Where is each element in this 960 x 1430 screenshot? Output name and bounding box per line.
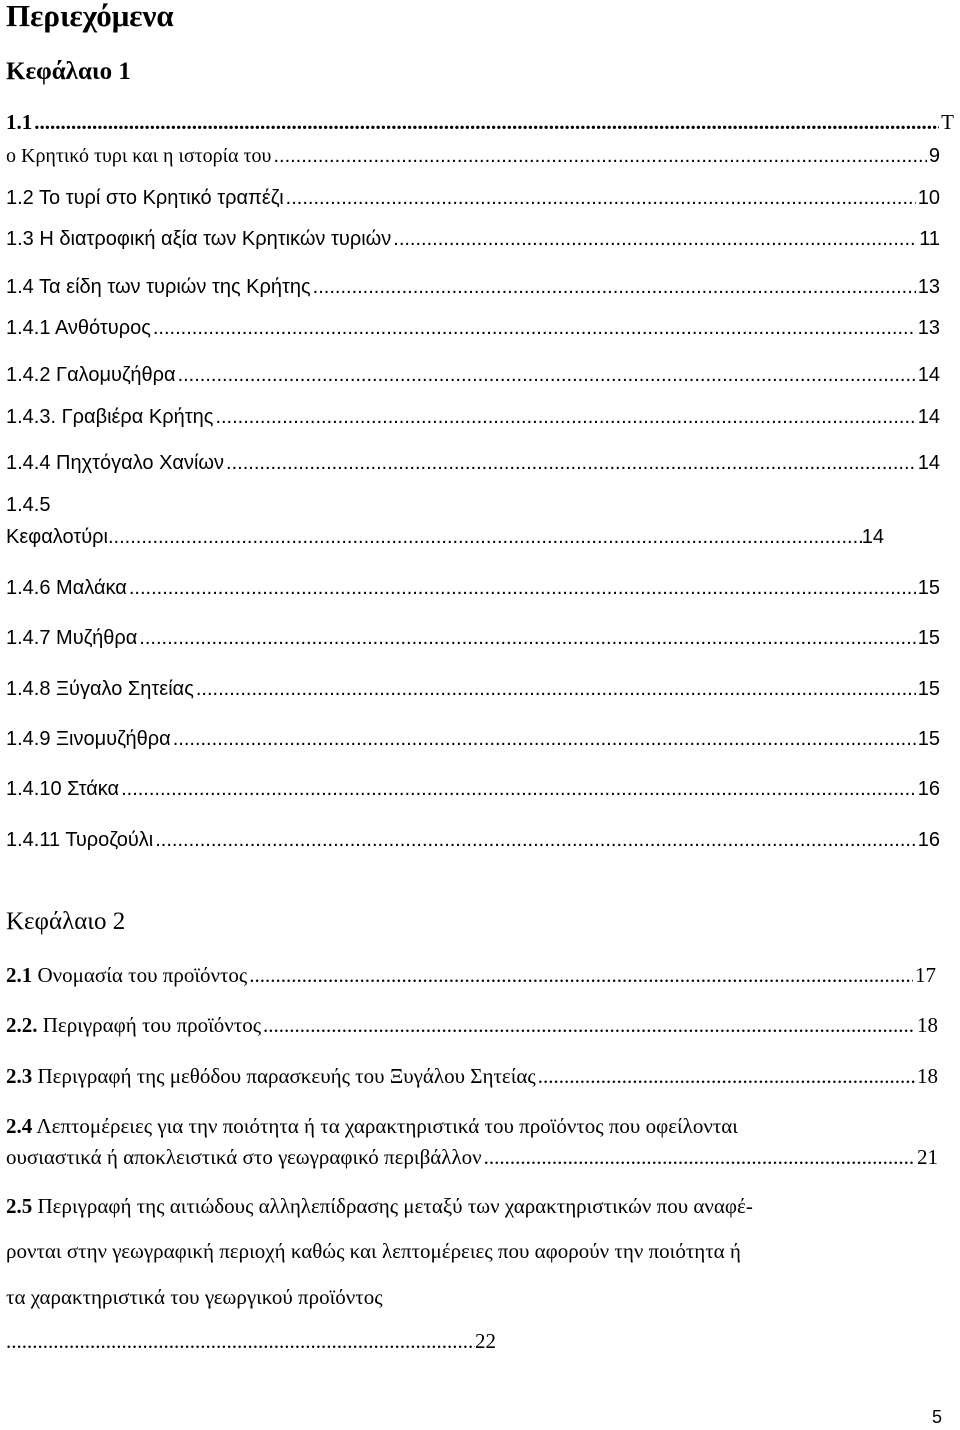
entry-title: Λεπτομέρειες για την ποιότητα ή τα χαρακτηριστικά του προϊόντος που οφείλονται xyxy=(36,1114,738,1138)
leader-dots xyxy=(273,145,926,168)
entry-number: 1.4.10 xyxy=(6,778,62,800)
entry-page: 14 xyxy=(917,364,940,386)
leader-dots xyxy=(538,1064,915,1089)
entry-number: 1.1 xyxy=(6,110,33,134)
entry-number: 1.4.7 xyxy=(6,627,51,649)
entry-title: Η διατροφική αξία των Κρητικών τυριών xyxy=(39,228,392,250)
entry-page: 15 xyxy=(917,577,940,599)
toc-entry-1-3[interactable] xyxy=(6,228,940,251)
toc-entry-2-3[interactable] xyxy=(6,1064,938,1089)
entry-number: 1.4.11 xyxy=(6,829,61,851)
entry-title: Ξινομυζήθρα xyxy=(56,728,171,750)
entry-number: 1.4.3. xyxy=(6,406,57,428)
entry-number: 2.3 xyxy=(6,1064,33,1088)
toc-entry-2-5-page-line[interactable] xyxy=(6,1329,496,1354)
entry-number: 2.5 xyxy=(6,1194,33,1218)
entry-page: 15 xyxy=(917,728,940,750)
entry-title: Στάκα xyxy=(67,778,120,800)
leader-dots xyxy=(263,1013,915,1038)
entry-title: Ανθότυρος xyxy=(54,317,151,339)
toc-entry-1-4-7[interactable] xyxy=(6,627,940,650)
entry-title: Ξύγαλο Σητείας xyxy=(56,678,194,700)
entry-page: 11 xyxy=(919,228,940,250)
entry-number: 1.3 xyxy=(6,228,34,250)
entry-number: 1.2 xyxy=(6,187,34,209)
leader-dots xyxy=(286,187,916,210)
entry-title: Το τυρί στο Κρητικό τραπέζι xyxy=(39,187,284,209)
toc-title: Περιεχόμενα xyxy=(6,0,174,33)
leader-dots xyxy=(226,452,916,475)
leader-dots xyxy=(108,526,862,549)
leader-dots xyxy=(249,963,913,988)
entry-title: Περιγραφή της αιτιώδους αλληλεπίδρασης μεταξύ των χαρακτηριστικών που αναφέ- xyxy=(37,1194,753,1218)
entry-number: 1.4.2 xyxy=(6,364,51,386)
leader-dots xyxy=(121,778,916,801)
toc-entry-1-4-11[interactable] xyxy=(6,829,940,852)
entry-page: 13 xyxy=(917,276,940,298)
toc-entry-2-1[interactable] xyxy=(6,963,936,988)
toc-entry-1-4-5-number: 1.4.5 xyxy=(6,494,51,516)
toc-entry-1-4-4[interactable] xyxy=(6,452,940,475)
entry-page: 14 xyxy=(861,526,884,548)
toc-entry-1-4-2[interactable] xyxy=(6,364,940,387)
toc-entry-1-4-3[interactable] xyxy=(6,406,940,429)
entry-title: Τα είδη των τυριών της Κρήτης xyxy=(39,276,311,298)
toc-entry-1-4-8[interactable] xyxy=(6,678,940,701)
leader-dots xyxy=(153,317,916,340)
entry-page: 13 xyxy=(917,317,940,339)
entry-title: ο Κρητικό τυρι και η ιστορία του xyxy=(6,145,272,167)
entry-page: 21 xyxy=(917,1145,938,1169)
entry-page: 10 xyxy=(917,187,940,209)
toc-entry-2-4-line1[interactable] xyxy=(6,1114,738,1139)
entry-title: Πηχτόγαλο Χανίων xyxy=(56,452,225,474)
entry-title-continued: ουσιαστικά ή αποκλειστικά στο γεωγραφικό περιβάλλον xyxy=(6,1145,482,1169)
entry-number: 2.2. xyxy=(6,1013,38,1037)
leader-dots xyxy=(6,1329,475,1354)
entry-title-start: Τ xyxy=(941,110,954,134)
entry-title: Μαλάκα xyxy=(56,577,127,599)
entry-page: 15 xyxy=(917,627,940,649)
entry-page: 22 xyxy=(475,1329,496,1353)
entry-title: Γαλομυζήθρα xyxy=(56,364,176,386)
entry-title: Περιγραφή της μεθόδου παρασκευής του Ξυγάλου Σητείας xyxy=(37,1064,536,1088)
leader-dots xyxy=(196,678,916,701)
toc-entry-1-4-1[interactable] xyxy=(6,317,940,340)
entry-number: 1.4.1 xyxy=(6,317,51,339)
toc-entry-2-5-line1[interactable] xyxy=(6,1194,753,1219)
entry-title: Μυζήθρα xyxy=(56,627,138,649)
entry-page: 16 xyxy=(917,829,940,851)
entry-page: 9 xyxy=(928,145,940,167)
leader-dots xyxy=(178,364,916,387)
toc-entry-2-2[interactable] xyxy=(6,1013,938,1038)
entry-number: 1.4.9 xyxy=(6,728,51,750)
entry-page: 14 xyxy=(917,452,940,474)
entry-page: 15 xyxy=(917,678,940,700)
leader-dots xyxy=(129,577,916,600)
leader-dots xyxy=(215,406,915,429)
entry-page: 14 xyxy=(917,406,940,428)
toc-entry-2-5-line3: τα χαρακτηριστικά του γεωργικού προϊόντος xyxy=(6,1285,383,1309)
leader-dots xyxy=(139,627,915,650)
chapter-2-heading: Κεφάλαιο 2 xyxy=(6,908,126,935)
leader-dots xyxy=(155,829,916,852)
toc-entry-1-1[interactable] xyxy=(6,110,954,135)
entry-number: 1.4.8 xyxy=(6,678,51,700)
entry-title: Ονομασία του προϊόντος xyxy=(37,963,248,987)
entry-page: 17 xyxy=(915,963,936,987)
toc-entry-1-4-10[interactable] xyxy=(6,778,940,801)
toc-entry-1-1-line2[interactable] xyxy=(6,145,940,168)
leader-dots xyxy=(313,276,916,299)
entry-title: Περιγραφή του προϊόντος xyxy=(42,1013,262,1037)
entry-number: 1.4.6 xyxy=(6,577,51,599)
entry-page: 18 xyxy=(917,1064,938,1088)
entry-number: 2.1 xyxy=(6,963,33,987)
entry-title: Γραβιέρα Κρήτης xyxy=(61,406,214,428)
leader-dots xyxy=(393,228,917,251)
entry-page: 16 xyxy=(917,778,940,800)
entry-number: 2.4 xyxy=(6,1114,33,1138)
toc-entry-1-4[interactable] xyxy=(6,276,940,299)
toc-entry-1-4-6[interactable] xyxy=(6,577,940,600)
leader-dots xyxy=(173,728,916,751)
chapter-1-heading: Κεφάλαιο 1 xyxy=(6,58,131,85)
entry-number: 1.4 xyxy=(6,276,34,298)
toc-entry-2-4-line2[interactable] xyxy=(6,1145,938,1170)
toc-entry-1-4-5[interactable] xyxy=(6,526,884,549)
entry-title: Τυροζούλι xyxy=(65,829,154,851)
leader-dots xyxy=(484,1145,915,1170)
entry-title: Κεφαλοτύρι xyxy=(6,526,108,548)
toc-entry-1-4-9[interactable] xyxy=(6,728,940,751)
page-number: 5 xyxy=(931,1407,942,1427)
toc-entry-2-5-line2: ρονται στην γεωγραφική περιοχή καθώς και λεπτομέρειες που αφορούν την ποιότητα ή xyxy=(6,1239,741,1263)
toc-entry-1-2[interactable] xyxy=(6,187,940,210)
entry-page: 18 xyxy=(917,1013,938,1037)
entry-number: 1.4.4 xyxy=(6,452,51,474)
leader-dots xyxy=(34,110,939,135)
